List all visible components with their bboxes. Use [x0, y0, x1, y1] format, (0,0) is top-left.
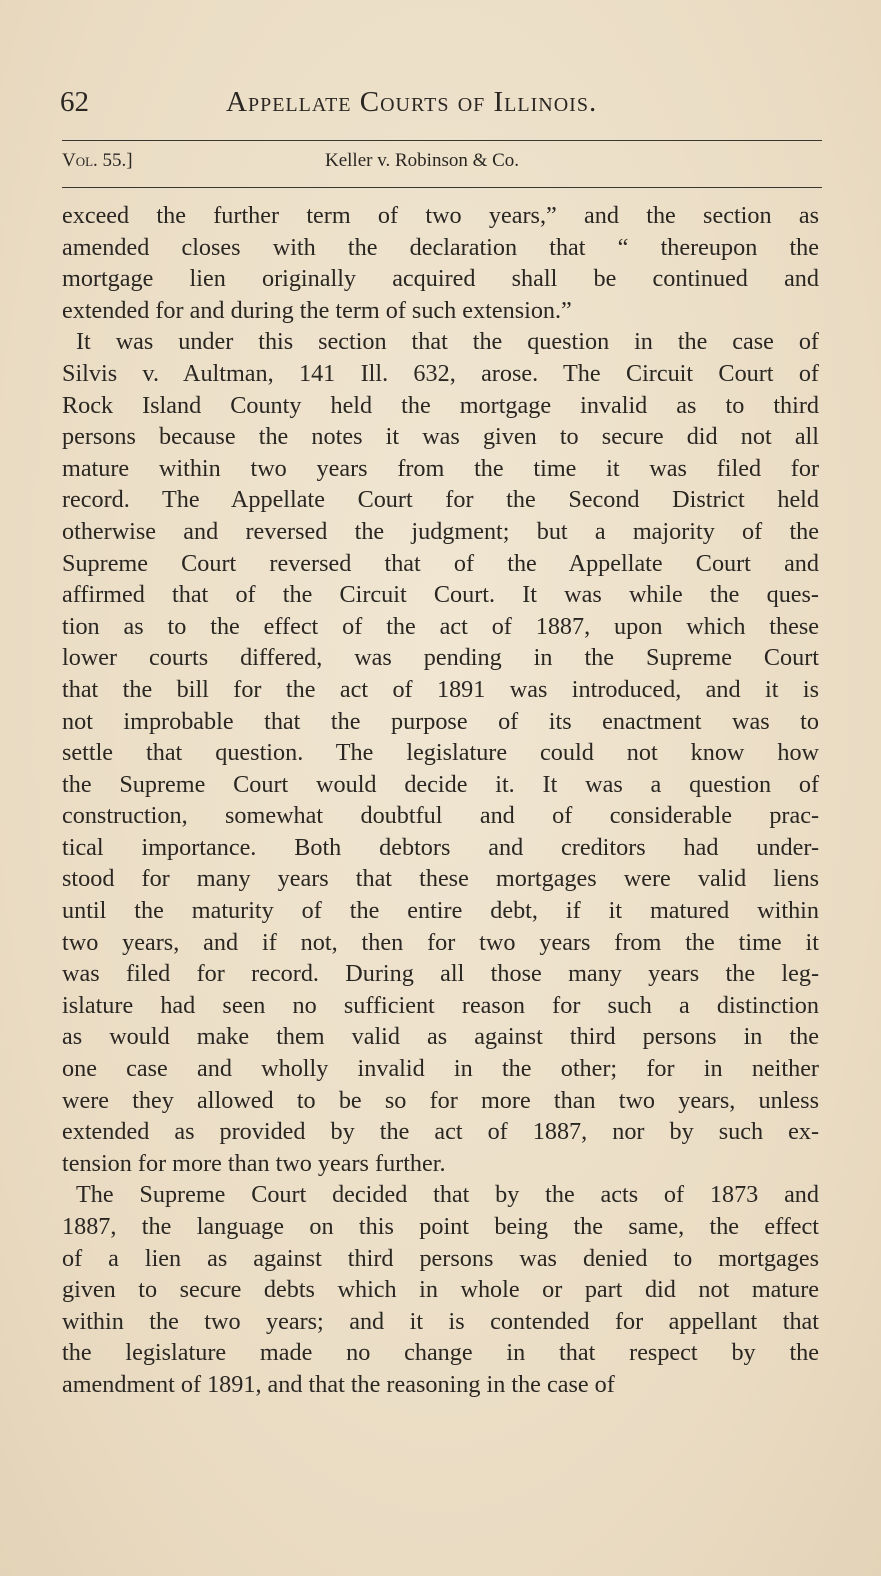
- header-rule-top: [62, 140, 822, 141]
- text-line: amendment of 1891, and that the reasoning in the case of: [62, 1370, 615, 1398]
- text-line: the legislature made no change in that respect by the: [62, 1339, 819, 1367]
- text-line: extended for and during the term of such extension.”: [62, 296, 572, 324]
- header-rule-bottom: [62, 187, 822, 188]
- text-line: It was under this section that the question in the case of: [76, 328, 819, 356]
- text-line: 1887, the language on this point being the same, the effect: [62, 1213, 819, 1240]
- text-line: affirmed that of the Circuit Court. It was while the ques-: [62, 581, 819, 609]
- paragraph: [62, 326, 819, 1179]
- text-line: Rock Island County held the mortgage invalid as to third: [62, 391, 819, 419]
- text-line: given to secure debts which in whole or part did not mature: [62, 1276, 819, 1304]
- text-line: not improbable that the purpose of its enactment was to: [62, 707, 819, 735]
- text-line: lower courts differed, was pending in the Supreme Court: [62, 644, 819, 672]
- text-line: stood for many years that these mortgages were valid liens: [62, 865, 819, 893]
- text-line: tension for more than two years further.: [62, 1149, 446, 1177]
- text-line: within the two years; and it is contended for appellant that: [62, 1307, 819, 1335]
- text-line: of a lien as against third persons was denied to mortgages: [62, 1244, 819, 1272]
- text-line: extended as provided by the act of 1887, nor by such ex-: [62, 1118, 819, 1146]
- text-line: tion as to the effect of the act of 1887, upon which these: [62, 612, 819, 640]
- text-line: was filed for record. During all those many years the leg-: [62, 960, 819, 988]
- case-title: Keller v. Robinson & Co.: [325, 150, 520, 171]
- text-line: Supreme Court reversed that of the Appellate Court and: [62, 549, 819, 577]
- text-line: tical importance. Both debtors and creditors had under-: [62, 833, 819, 861]
- volume-label: Vol. 55.]: [62, 150, 133, 171]
- text-line: two years, and if not, then for two years from the time it: [62, 928, 819, 956]
- text-line: mature within two years from the time it was filed for: [62, 454, 819, 482]
- body-text: [62, 200, 819, 1401]
- text-line: mortgage lien originally acquired shall be continued and: [62, 265, 819, 293]
- text-line: otherwise and reversed the judgment; but a majority of the: [62, 517, 819, 545]
- text-line: Silvis v. Aultman, 141 Ill. 632, arose. The Circuit Court of: [62, 359, 819, 387]
- text-line: were they allowed to be so for more than two years, unless: [62, 1086, 819, 1114]
- text-line: as would make them valid as against third persons in the: [62, 1023, 819, 1051]
- running-head: [60, 86, 820, 126]
- text-line: The Supreme Court decided that by the acts of 1873 and: [76, 1181, 819, 1209]
- book-title: Appellate Courts of Illinois.: [226, 86, 598, 118]
- text-line: the Supreme Court would decide it. It was a question of: [62, 770, 819, 798]
- text-line: persons because the notes it was given to secure did not all: [62, 423, 819, 451]
- text-line: construction, somewhat doubtful and of considerable prac-: [62, 802, 819, 830]
- page-number: 62: [60, 86, 89, 118]
- text-line: settle that question. The legislature could not know how: [62, 739, 819, 767]
- text-line: exceed the further term of two years,” and the section as: [62, 202, 819, 229]
- text-line: record. The Appellate Court for the Second District held: [62, 486, 819, 514]
- text-line: until the maturity of the entire debt, if it matured within: [62, 897, 819, 925]
- text-line: islature had seen no sufficient reason for such a distinction: [62, 991, 819, 1019]
- text-line: amended closes with the declaration that “ thereupon the: [62, 233, 819, 261]
- text-line: that the bill for the act of 1891 was introduced, and it is: [62, 675, 819, 703]
- text-line: one case and wholly invalid in the other; for in neither: [62, 1055, 819, 1083]
- paragraph: [62, 200, 819, 326]
- paragraph: [62, 1179, 819, 1400]
